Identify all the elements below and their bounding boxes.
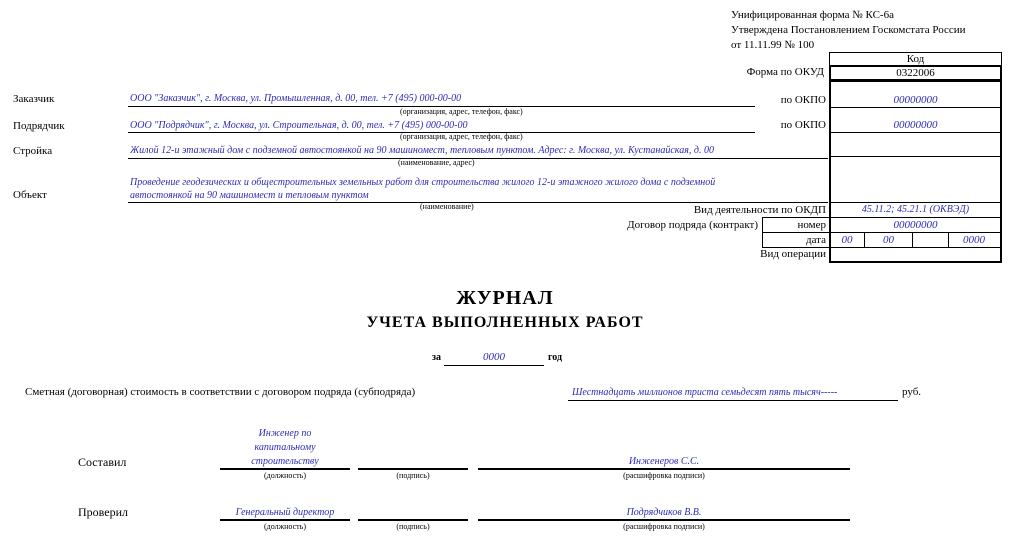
form-approval-date: от 11.11.99 № 100 — [731, 39, 815, 51]
contract-date-year: 0000 — [963, 234, 985, 246]
compiled-name-line — [478, 468, 850, 470]
checked-name-hint: (расшифровка подписи) — [623, 522, 705, 531]
contractor-value: ООО "Подрядчик", г. Москва, ул. Строительная, д. 00, тел. +7 (495) 000-00-00 — [130, 120, 468, 131]
customer-hint: (организация, адрес, телефон, факс) — [400, 107, 523, 116]
okud-code-cell: 0322006 — [829, 65, 1002, 81]
compiled-label: Составил — [78, 455, 127, 469]
okpo-row-divider — [829, 132, 1002, 133]
journal-subtitle: УЧЕТА ВЫПОЛНЕННЫХ РАБОТ — [366, 314, 644, 331]
object-underline — [128, 202, 828, 203]
checked-position-line — [220, 519, 350, 521]
contract-subbox-divider — [762, 232, 830, 233]
code-column-header: Код — [829, 52, 1002, 66]
object-hint: (наименование) — [420, 202, 474, 211]
customer-value: ООО "Заказчик", г. Москва, ул. Промышленная, д. 00, тел. +7 (495) 000-00-00 — [130, 93, 462, 104]
compiled-signature-hint: (подпись) — [396, 471, 430, 480]
object-value-line2: автостоянкой на 90 машиномест и тепловым пунктом — [130, 190, 369, 201]
okpo-row-divider — [829, 107, 1002, 108]
checked-name-line — [478, 519, 850, 521]
object-row-divider — [829, 202, 1002, 203]
object-value-line1: Проведение геодезических и общестроительных земельных работ для строительства жилого 12-и этажного жилого дома с подземной — [130, 177, 716, 188]
cost-value: Шестнадцать миллионов триста семьдесят пять тысяч----- — [572, 387, 838, 398]
contract-date-label: дата — [805, 234, 826, 246]
checked-position: Генеральный директор — [235, 507, 335, 518]
okud-label: Форма по ОКУД — [746, 66, 824, 78]
contract-label: Договор подряда (контракт) — [627, 219, 758, 231]
okdp-row-divider — [829, 217, 1002, 218]
site-value: Жилой 12-и этажный дом с подземной автостоянкой на 90 машиномест, тепловым пунктом. Адрес: г. Москва, ул. Кустанайская, д. 00 — [130, 145, 714, 156]
number-row-divider — [829, 232, 1002, 233]
checked-label: Проверил — [78, 505, 128, 519]
site-row-divider — [829, 156, 1002, 157]
site-label: Стройка — [13, 145, 53, 157]
okpo-contractor-value: 00000000 — [893, 119, 938, 131]
contract-number-label: номер — [797, 219, 826, 231]
contract-date-month: 00 — [883, 234, 894, 246]
compiled-signature-line — [358, 468, 468, 470]
form-approved: Утверждена Постановлением Госкомстата России — [731, 24, 966, 36]
checked-signature-hint: (подпись) — [396, 522, 430, 531]
customer-label: Заказчик — [13, 93, 55, 105]
site-hint: (наименование, адрес) — [398, 158, 475, 167]
form-name: Унифицированная форма № КС-6а — [731, 9, 894, 21]
operation-label: Вид операции — [760, 248, 826, 260]
checked-name: Подрядчиков В.В. — [626, 507, 702, 518]
date-row-divider — [829, 247, 1002, 248]
okdp-value: 45.11.2; 45.21.1 (ОКВЭД) — [861, 204, 970, 215]
year-underline — [444, 365, 544, 366]
compiled-position-line3: строительству — [251, 456, 319, 467]
checked-signature-line — [358, 519, 468, 521]
compiled-position-line — [220, 468, 350, 470]
site-underline — [128, 158, 828, 159]
compiled-name: Инженеров С.С. — [628, 456, 700, 467]
date-cell-divider — [912, 232, 913, 247]
object-label: Объект — [13, 189, 47, 201]
compiled-name-hint: (расшифровка подписи) — [623, 471, 705, 480]
okpo-customer-value: 00000000 — [893, 94, 938, 106]
cost-label: Сметная (договорная) стоимость в соответствии с договором подряда (субподряда) — [25, 386, 416, 398]
contract-date-day: 00 — [841, 234, 853, 246]
okpo-customer-label: по ОКПО — [780, 94, 826, 106]
contractor-label: Подрядчик — [13, 120, 65, 132]
okpo-contractor-label: по ОКПО — [780, 119, 826, 131]
contract-number-value: 00000000 — [893, 219, 938, 231]
year-label: год — [548, 352, 563, 363]
compiled-position-hint: (должность) — [264, 471, 306, 480]
cost-currency: руб. — [902, 386, 922, 398]
year-for-label: за — [432, 352, 442, 363]
compiled-position-line2: капитальному — [254, 442, 316, 453]
year-value: 0000 — [483, 351, 505, 363]
cost-underline — [568, 400, 898, 401]
checked-position-hint: (должность) — [264, 522, 306, 531]
journal-title: ЖУРНАЛ — [456, 287, 554, 309]
compiled-position-line1: Инженер по — [258, 428, 312, 439]
contractor-hint: (организация, адрес, телефон, факс) — [400, 132, 523, 141]
okdp-label: Вид деятельности по ОКДП — [693, 204, 826, 216]
